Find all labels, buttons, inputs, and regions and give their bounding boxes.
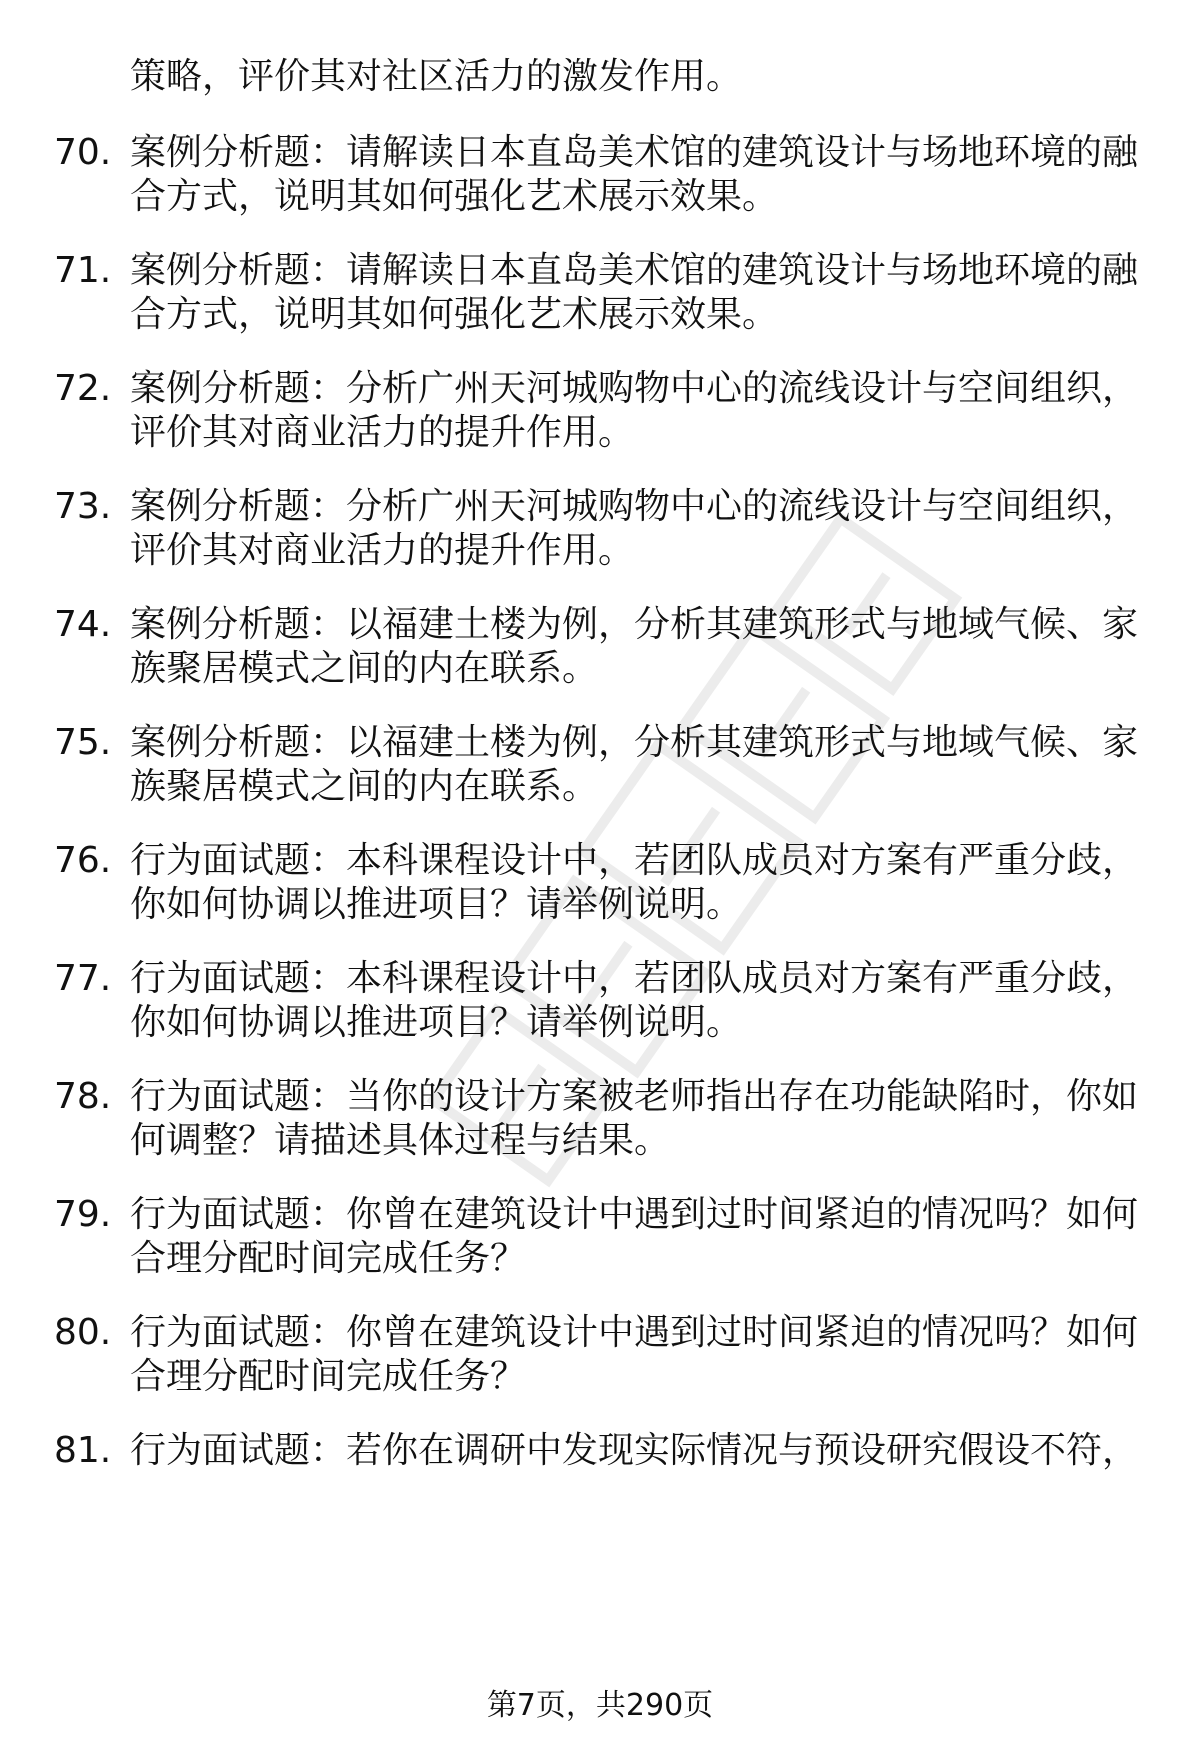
item-number: 79. bbox=[54, 1194, 112, 1235]
item-text-line: 你如何协调以推进项目？请举例说明。 bbox=[130, 884, 743, 925]
item-text-line: 行为面试题：若你在调研中发现实际情况与预设研究假设不符， bbox=[130, 1430, 1139, 1471]
item-text-line: 你如何协调以推进项目？请举例说明。 bbox=[130, 1002, 743, 1043]
continuation-text: 策略，评价其对社区活力的激发作用。 bbox=[130, 56, 743, 97]
page-indicator: 第7页，共290页 bbox=[486, 1688, 714, 1723]
item-text-line: 合理分配时间完成任务？ bbox=[130, 1356, 527, 1397]
item-text-line: 合方式，说明其如何强化艺术展示效果。 bbox=[130, 176, 779, 217]
item-text-line: 评价其对商业活力的提升作用。 bbox=[130, 530, 635, 571]
item-number: 70. bbox=[54, 132, 112, 173]
item-text-line: 案例分析题：分析广州天河城购物中心的流线设计与空间组织， bbox=[130, 486, 1139, 527]
item-text-line: 案例分析题：分析广州天河城购物中心的流线设计与空间组织， bbox=[130, 368, 1139, 409]
item-text-line: 族聚居模式之间的内在联系。 bbox=[130, 766, 599, 807]
item-text-line: 族聚居模式之间的内在联系。 bbox=[130, 648, 599, 689]
item-number: 73. bbox=[54, 486, 112, 527]
item-text-line: 案例分析题：请解读日本直岛美术馆的建筑设计与场地环境的融 bbox=[130, 250, 1139, 291]
item-number: 80. bbox=[54, 1312, 112, 1353]
item-text-line: 行为面试题：当你的设计方案被老师指出存在功能缺陷时，你如 bbox=[130, 1076, 1139, 1117]
item-text-line: 合理分配时间完成任务？ bbox=[130, 1238, 527, 1279]
item-number: 71. bbox=[54, 250, 112, 291]
item-text-line: 行为面试题：你曾在建筑设计中遇到过时间紧迫的情况吗？如何 bbox=[130, 1312, 1139, 1353]
item-number: 74. bbox=[54, 604, 112, 645]
item-text-line: 行为面试题：你曾在建筑设计中遇到过时间紧迫的情况吗？如何 bbox=[130, 1194, 1139, 1235]
item-number: 78. bbox=[54, 1076, 112, 1117]
item-number: 75. bbox=[54, 722, 112, 763]
item-text-line: 案例分析题：请解读日本直岛美术馆的建筑设计与场地环境的融 bbox=[130, 132, 1139, 173]
item-text-line: 行为面试题：本科课程设计中，若团队成员对方案有严重分歧， bbox=[130, 840, 1139, 881]
item-text-line: 行为面试题：本科课程设计中，若团队成员对方案有严重分歧， bbox=[130, 958, 1139, 999]
item-number: 77. bbox=[54, 958, 112, 999]
item-text-line: 何调整？请描述具体过程与结果。 bbox=[130, 1120, 671, 1161]
item-number: 81. bbox=[54, 1430, 112, 1471]
item-text-line: 案例分析题：以福建土楼为例，分析其建筑形式与地域气候、家 bbox=[130, 722, 1139, 763]
item-text-line: 合方式，说明其如何强化艺术展示效果。 bbox=[130, 294, 779, 335]
item-text-line: 评价其对商业活力的提升作用。 bbox=[130, 412, 635, 453]
item-text-line: 案例分析题：以福建土楼为例，分析其建筑形式与地域气候、家 bbox=[130, 604, 1139, 645]
item-number: 72. bbox=[54, 368, 112, 409]
item-number: 76. bbox=[54, 840, 112, 881]
